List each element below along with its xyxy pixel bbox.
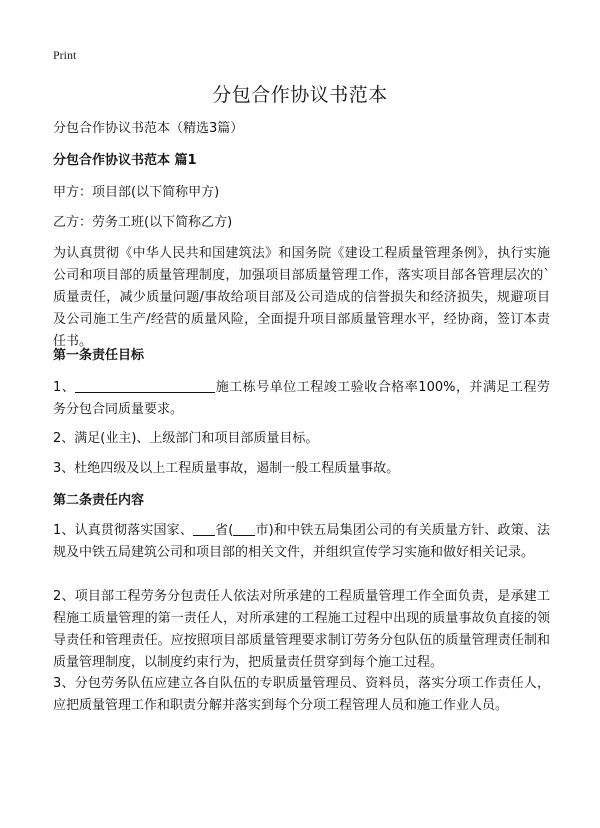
article2-item3: 3、分包劳务队伍应建立各自队伍的专职质量管理员、资料员，落实分项工作责任人，应把质量管理工作和职责分解并落实到每个分项工程管理人员和施工作业人员。: [53, 676, 550, 713]
article1-item1-prefix: 1、: [53, 380, 76, 395]
document-subtitle: 分包合作协议书范本（精选3篇）: [53, 121, 244, 136]
article2-item1-b: 省(: [214, 523, 234, 538]
article2-item1: [53, 520, 550, 564]
article2-item1-a: 1、认真贯彻落实国家、: [53, 523, 193, 538]
intro-paragraph: 为认真贯彻《中华人民共和国建筑法》和国务院《建设工程质量管理条例》，执行实施公司和项目部的质量管理制度，加强项目部质量管理工作，落实项目部各管理层次的`质量责任，减少质量问题/事故给项目部及公司造成的信誉损失和经济损失，规避项目及公司施工生产/经营的质量风险，全面提升项目部质量管理水平，经协商，签订本责任书。: [53, 246, 550, 349]
city-blank[interactable]: [233, 522, 255, 536]
article1-item2: 2、满足(业主)、上级部门和项目部质量目标。: [53, 431, 319, 446]
article1-item3: 3、杜绝四级及以上工程质量事故，遏制一般工程质量事故。: [53, 461, 400, 476]
party-a: 甲方：项目部(以下简称甲方): [53, 185, 220, 200]
section-title: 分包合作协议书范本 篇1: [53, 153, 197, 168]
party-b: 乙方：劳务工班(以下简称乙方): [53, 215, 233, 230]
fill-in-blank[interactable]: [75, 379, 215, 393]
article2-item2: 2、项目部工程劳务分包责任人依法对所承建的工程质量管理工作全面负责，是承建工程施工质量管理的第一责任人，对所承建的工程施工过程中出现的质量事故负直接的领导责任和管理责任。应按照项目部质量管理要求制订劳务分包队伍的质量管理责任制和质量管理制度，以制度约束行为，把质量责任贯穿到每个施工过程。: [53, 589, 550, 670]
article1-item1: [53, 377, 550, 421]
document-title: 分包合作协议书范本: [212, 84, 388, 106]
print-link[interactable]: Print: [53, 48, 77, 62]
article1-item1-text: 施工栋号单位工程竣工验收合格率100%，并满足工程劳务分包合同质量要求。: [53, 380, 550, 417]
article2-heading: 第二条责任内容: [53, 493, 145, 508]
province-blank[interactable]: [193, 522, 215, 536]
article2-item1-c: 市)和中铁五局集团公司的有关质量方针、政策、法规及中铁五局建筑公司和项目部的相关文件，并组织宣传学习实施和做好相关记录。: [53, 523, 551, 560]
article1-heading: 第一条责任目标: [53, 348, 145, 363]
